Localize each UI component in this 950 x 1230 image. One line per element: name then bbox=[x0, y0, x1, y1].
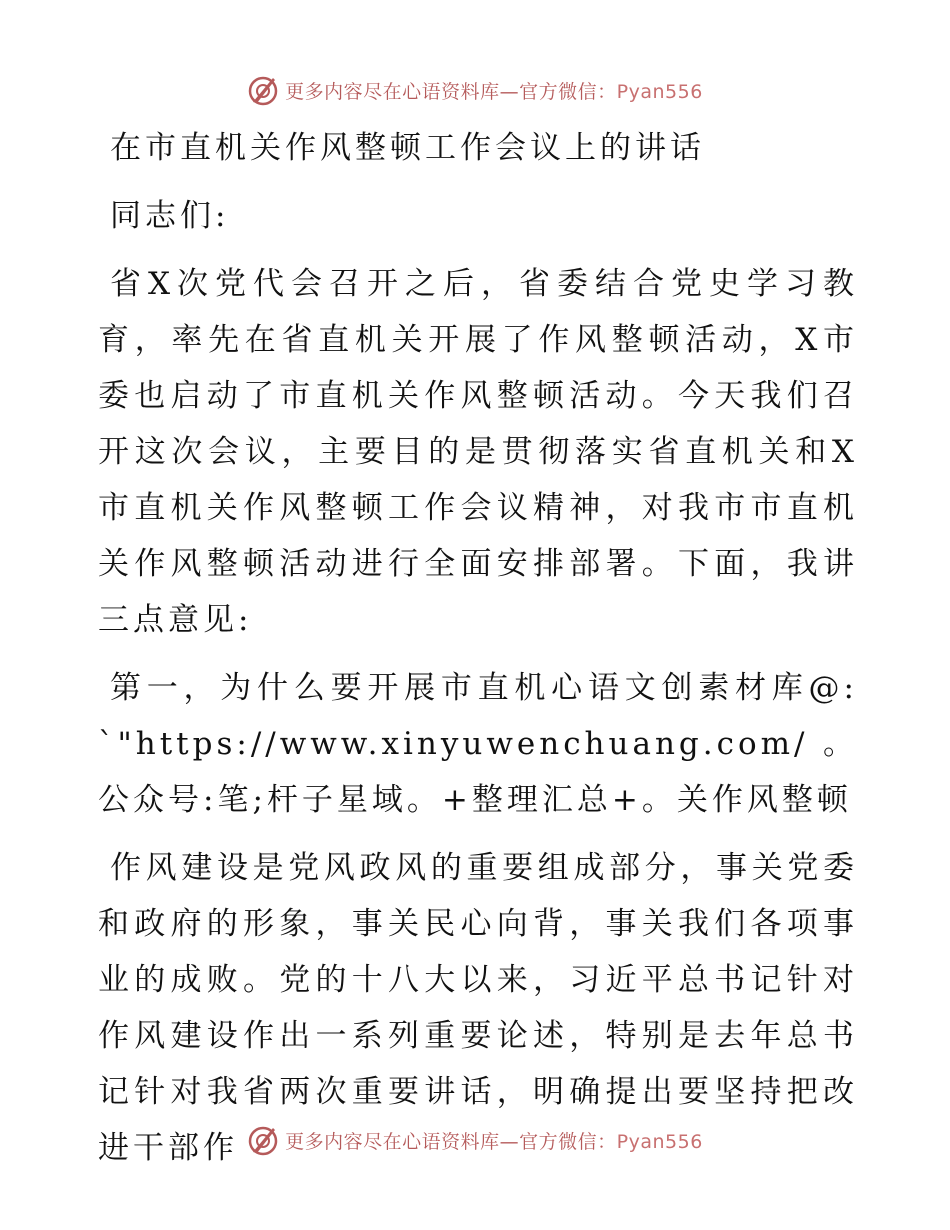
document-title: 在市直机关作风整顿工作会议上的讲话 bbox=[110, 130, 705, 166]
watermark-footer bbox=[0, 1120, 950, 1160]
paragraph-1: 省X次党代会召开之后，省委结合党史学习教育，率先在省直机关开展了作风整顿活动，X市委也启动了市直机关作风整顿活动。今天我们召开这次会议，主要目的是贯彻落实省直机关和X市直机关作风整顿工作会议精神，对我市市直机关作风整顿活动进行全面安排部署。下面，我讲三点意见: bbox=[98, 266, 858, 638]
watermark-text: 更多内容尽在心语资料库—官方微信：Pyan556 bbox=[285, 1130, 703, 1153]
quill-logo-icon bbox=[247, 1124, 279, 1156]
paragraph-2: 第一，为什么要开展市直机心语文创素材库@:`"https://www.xinyuwenchuang.com/。公众号:笔;杆子星域。+整理汇总+。关作风整顿 bbox=[98, 670, 858, 818]
watermark-text: 更多内容尽在心语资料库—官方微信：Pyan556 bbox=[285, 80, 703, 103]
salutation: 同志们: bbox=[110, 198, 230, 234]
quill-logo-icon bbox=[247, 74, 279, 106]
paragraph-3: 作风建设是党风政风的重要组成部分，事关党委和政府的形象，事关民心向背，事关我们各项事业的成败。党的十八大以来，习近平总书记针对作风建设作出一系列重要论述，特别是去年总书记针对我省两次重要讲话，明确提出要坚持把改进干部作 bbox=[98, 850, 858, 1166]
document-body bbox=[98, 120, 858, 1176]
watermark-header bbox=[0, 70, 950, 110]
